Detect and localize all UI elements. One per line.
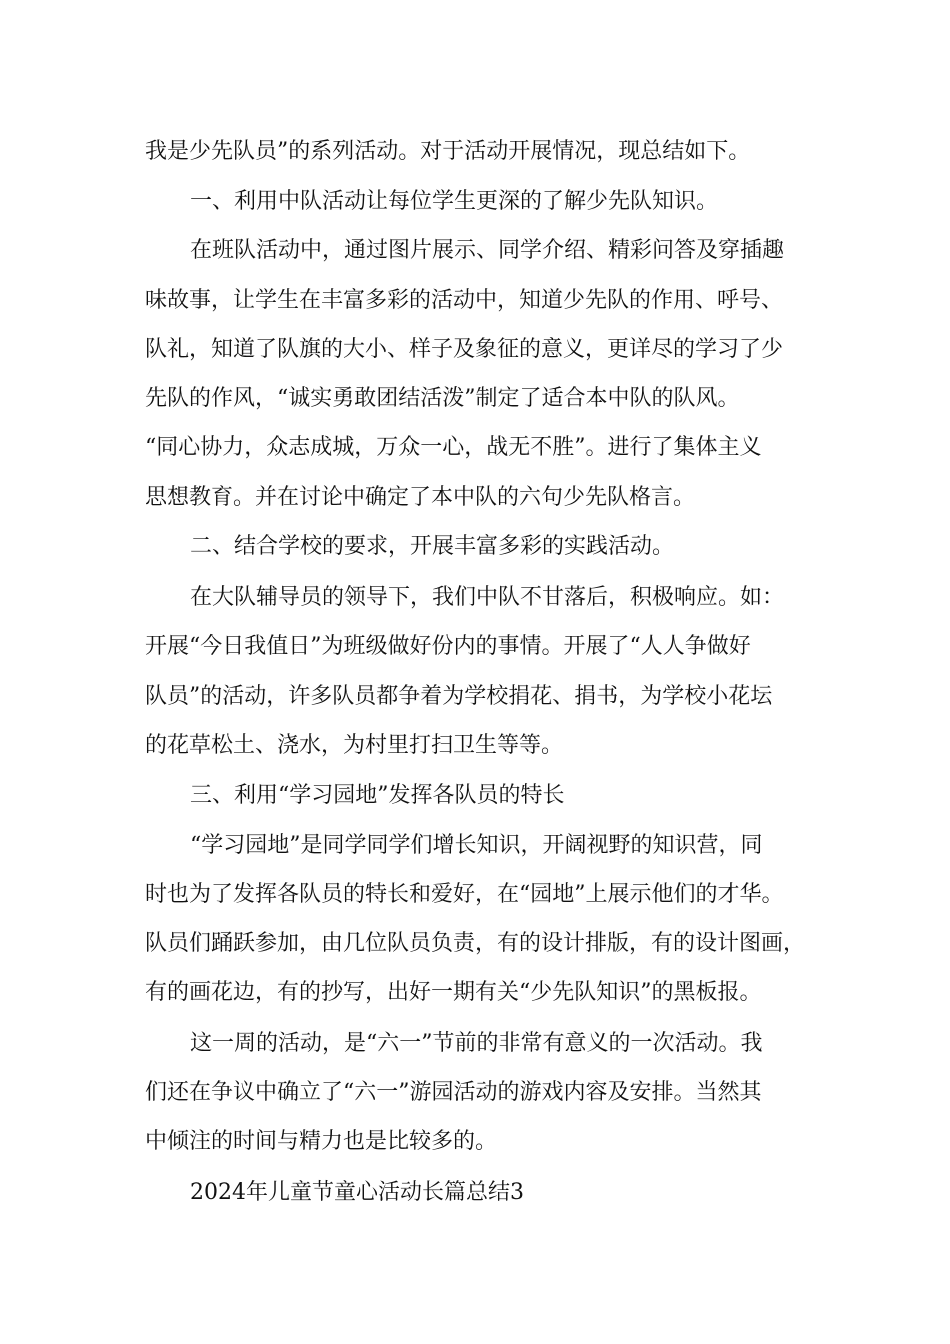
text-line: 味故事，让学生在丰富多彩的活动中，知道少先队的作用、呼号、 (145, 288, 784, 313)
text-line: 有的画花边，有的抄写，出好一期有关“少先队知识”的黑板报。 (145, 980, 762, 1005)
section-heading: 一、利用中队活动让每位学生更深的了解少先队知识。 (190, 189, 719, 214)
section-title: 2024年儿童节童心活动长篇总结3 (190, 1180, 524, 1205)
text-line: 开展“今日我值日”为班级做好份内的事情。开展了“人人争做好 (145, 634, 751, 659)
text-line: 队员们踊跃参加，由几位队员负责，有的设计排版，有的设计图画， (145, 931, 806, 956)
text-line: 时也为了发挥各队员的特长和爱好，在“园地”上展示他们的才华。 (145, 882, 784, 907)
text-line: 队员”的活动，许多队员都争着为学校捐花、捐书，为学校小花坛 (145, 684, 773, 709)
text-line: 在大队辅导员的领导下，我们中队不甘落后，积极响应。如： (190, 585, 785, 610)
text-line: 这一周的活动，是“六一”节前的非常有意义的一次活动。我 (190, 1031, 763, 1056)
section-heading: 二、结合学校的要求，开展丰富多彩的实践活动。 (190, 534, 675, 559)
text-line: 在班队活动中，通过图片展示、同学介绍、精彩问答及穿插趣 (190, 238, 785, 263)
text-line: 思想教育。并在讨论中确定了本中队的六句少先队格言。 (145, 485, 696, 510)
text-line: 们还在争议中确立了“六一”游园活动的游戏内容及安排。当然其 (145, 1080, 762, 1105)
text-line: “同心协力，众志成城，万众一心，战无不胜”。进行了集体主义 (145, 435, 762, 460)
text-line: 我是少先队员”的系列活动。对于活动开展情况，现总结如下。 (145, 139, 751, 164)
text-line: “学习园地”是同学同学们增长知识，开阔视野的知识营，同 (190, 833, 763, 858)
text-line: 中倾注的时间与精力也是比较多的。 (145, 1129, 498, 1154)
section-heading: 三、利用“学习园地”发挥各队员的特长 (190, 783, 565, 808)
text-line: 队礼，知道了队旗的大小、样子及象征的意义，更详尽的学习了少 (145, 337, 784, 362)
text-line: 先队的作风，“诚实勇敢团结活泼”制定了适合本中队的队风。 (145, 386, 740, 411)
text-line: 的花草松土、浇水，为村里打扫卫生等等。 (145, 733, 564, 758)
